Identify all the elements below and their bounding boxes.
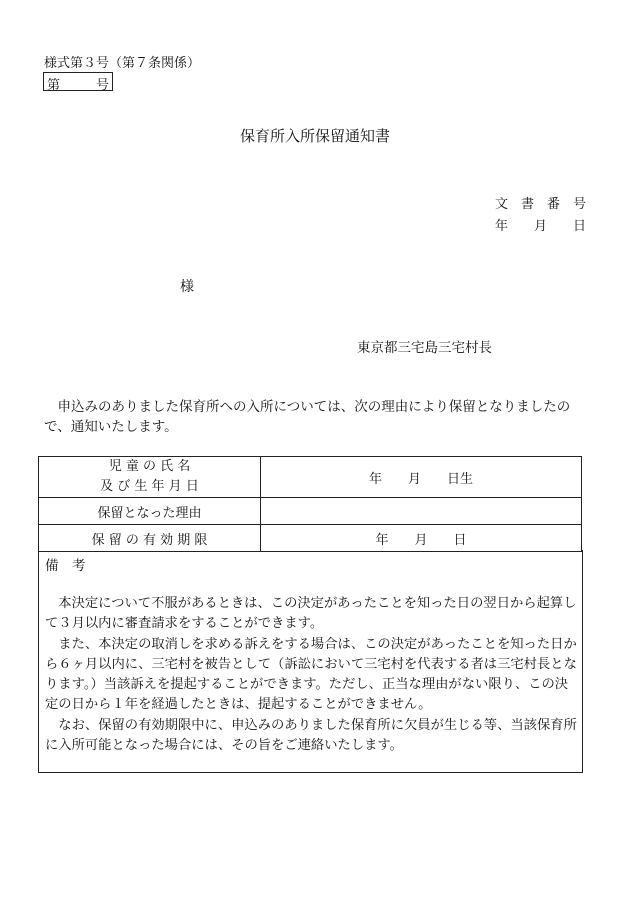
notes-paragraph: 本決定について不服があるときは、この決定があったことを知った日の翌日から起算して３月以内に審査請求をすることができます。	[45, 596, 577, 632]
notes-paragraph: なお、保留の有効期限中に、申込みのありました保育所に欠員が生じる等、当該保育所に入所可能となった場合には、その旨をご連絡いたします。	[45, 717, 577, 754]
document-number-label: 文 書 番 号	[494, 197, 586, 212]
document-number-suffix: 号	[95, 78, 109, 93]
reason-value	[261, 498, 582, 525]
child-name-birth-label	[39, 457, 261, 498]
form-number-label: 様式第３号（第７条関係）	[44, 56, 201, 71]
document-number-box	[43, 72, 113, 91]
notes-body	[45, 594, 580, 756]
document-date: 年 月 日	[494, 219, 586, 234]
reason-label: 保留となった理由	[39, 498, 261, 525]
expiry-value: 年 月 日	[261, 525, 582, 552]
table-row-expiry	[39, 525, 582, 552]
recipient-suffix: 様	[180, 279, 194, 295]
table-row-child	[39, 457, 582, 498]
info-table	[38, 456, 582, 552]
issuer-name: 東京都三宅島三宅村長	[357, 340, 492, 356]
notes-box	[38, 550, 583, 773]
table-row-reason	[39, 498, 582, 525]
child-name-label: 児 童 の 氏 名	[108, 459, 191, 474]
expiry-label: 保 留 の 有 効 期 限	[39, 525, 261, 552]
birth-date-label: 及 び 生 年 月 日	[100, 479, 199, 494]
intro-paragraph: 申込みのありました保育所への入所については、次の理由により保留となりましたので、通知いたします。	[44, 399, 571, 435]
document-number-prefix: 第	[47, 78, 61, 93]
notes-title: 備 考	[45, 558, 86, 574]
notes-paragraph: また、本決定の取消しを求める訴えをする場合は、この決定があったことを知った日から６ヶ月以内に、三宅村を被告として（訴訟において三宅村を代表する者は三宅村長となります。）当該訴えを提起することができます。ただし、正当な理由がない限り、この決定の日から１年を経過したときは、提起することができません。	[45, 636, 577, 713]
page-title: 保育所入所保留通知書	[239, 127, 390, 145]
birth-date-value: 年 月 日生	[261, 457, 582, 498]
